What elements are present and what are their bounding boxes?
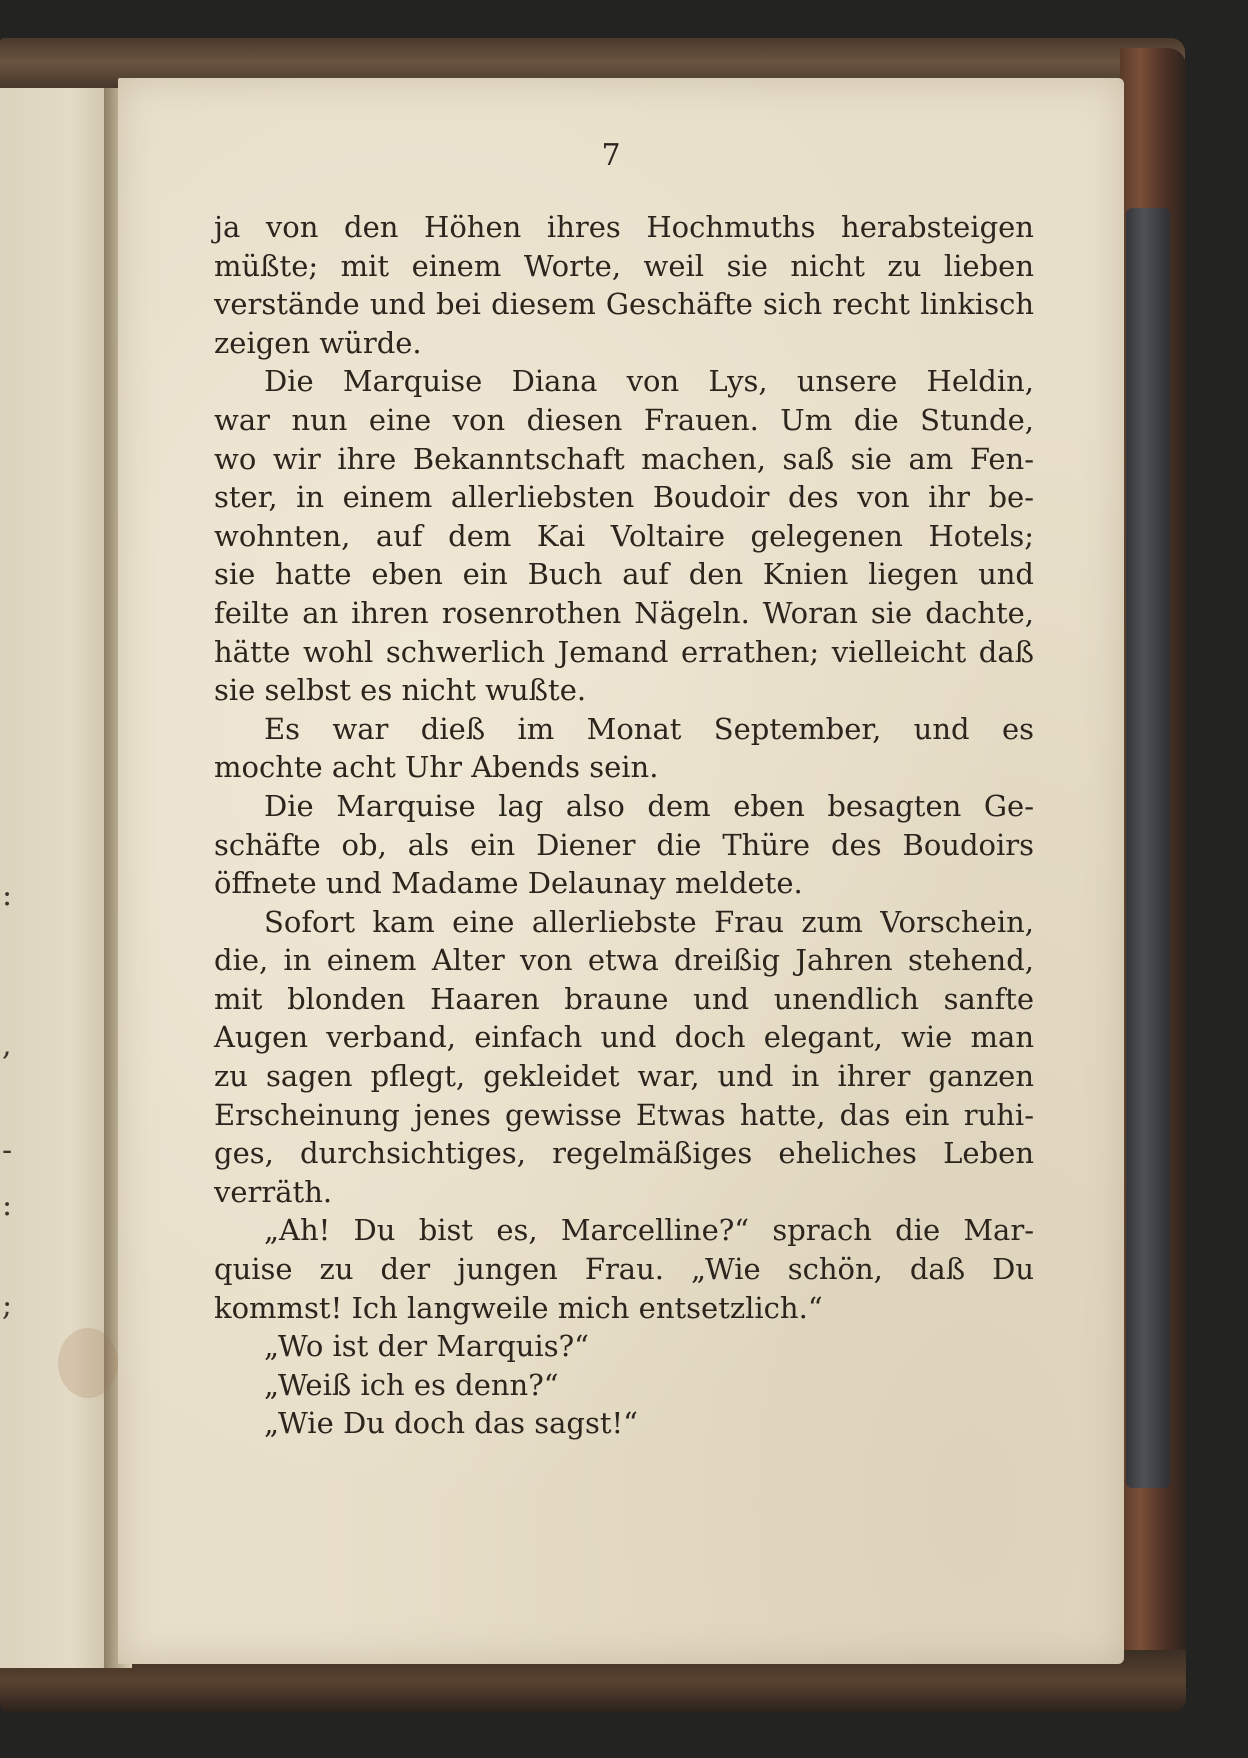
text-line: sie hatte eben ein Buch auf den Knien liegen und (214, 557, 1034, 592)
text-line: ges, durchsichtiges, regelmäßiges eheliches Leben (214, 1136, 1034, 1171)
text-line: feilte an ihren rosenrothen Nägeln. Woran sie dachte, (214, 595, 1034, 630)
text-line: schäfte ob, als ein Diener die Thüre des Boudoirs (214, 827, 1034, 862)
text-line: Augen verband, einfach und doch elegant, wie man (214, 1020, 1034, 1055)
text-line: Erscheinung jenes gewisse Etwas hatte, das ein ruhi- (214, 1097, 1034, 1132)
text-line: „Wo ist der Marquis?“ (264, 1329, 589, 1364)
text-line: quise zu der jungen Frau. „Wie schön, daß Du (214, 1252, 1034, 1287)
text-line: hätte wohl schwerlich Jemand errathen; vielleicht daß (214, 634, 1034, 669)
text-line: „Ah! Du bist es, Marcelline?“ sprach die Mar- (264, 1213, 1034, 1248)
text-line: „Weiß ich es denn?“ (264, 1367, 559, 1402)
text-line: verstände und bei diesem Geschäfte sich recht linkisch (214, 287, 1034, 322)
text-line: wohnten, auf dem Kai Voltaire gelegenen Hotels; (214, 518, 1034, 553)
text-line: ster, in einem allerliebsten Boudoir des von ihr be- (214, 480, 1034, 515)
book-cover-spine (1120, 48, 1186, 1708)
text-line: wo wir ihre Bekanntschaft machen, saß sie am Fen- (214, 441, 1034, 476)
text-line: Sofort kam eine allerliebste Frau zum Vorschein, (264, 904, 1034, 939)
body-text (214, 208, 1034, 1443)
text-line: sie selbst es nicht wußte. (214, 673, 587, 708)
text-line: zeigen würde. (214, 325, 422, 360)
text-line: Die Marquise Diana von Lys, unsere Heldin, (264, 364, 1034, 399)
text-line: ja von den Höhen ihres Hochmuths herabsteigen (214, 210, 1034, 244)
page-number: 7 (601, 138, 621, 173)
text-line: die, in einem Alter von etwa dreißig Jahren stehend, (214, 943, 1034, 978)
text-line: kommst! Ich langweile mich entsetzlich.“ (214, 1290, 823, 1325)
text-line: öffnete und Madame Delaunay meldete. (214, 866, 803, 901)
text-line: war nun eine von diesen Frauen. Um die Stunde, (214, 402, 1034, 437)
text-line: mit blonden Haaren braune und unendlich sanfte (214, 981, 1034, 1016)
cover-cloth-stripe (1126, 208, 1170, 1488)
paper-stain (58, 1328, 118, 1398)
text-line: „Wie Du doch das sagst!“ (264, 1406, 638, 1441)
text-line: Es war dieß im Monat September, und es (264, 711, 1034, 746)
previous-page-edge (0, 88, 120, 1668)
text-line: müßte; mit einem Worte, weil sie nicht zu lieben (214, 248, 1034, 283)
book-page (118, 78, 1124, 1664)
text-line: mochte acht Uhr Abends sein. (214, 750, 659, 785)
text-line: Die Marquise lag also dem eben besagten Ge- (264, 788, 1034, 823)
previous-page-glyph-fragments: : , - : ; (2, 878, 13, 1323)
text-line: verräth. (214, 1174, 333, 1209)
text-line: zu sagen pflegt, gekleidet war, und in ihrer ganzen (214, 1059, 1034, 1094)
